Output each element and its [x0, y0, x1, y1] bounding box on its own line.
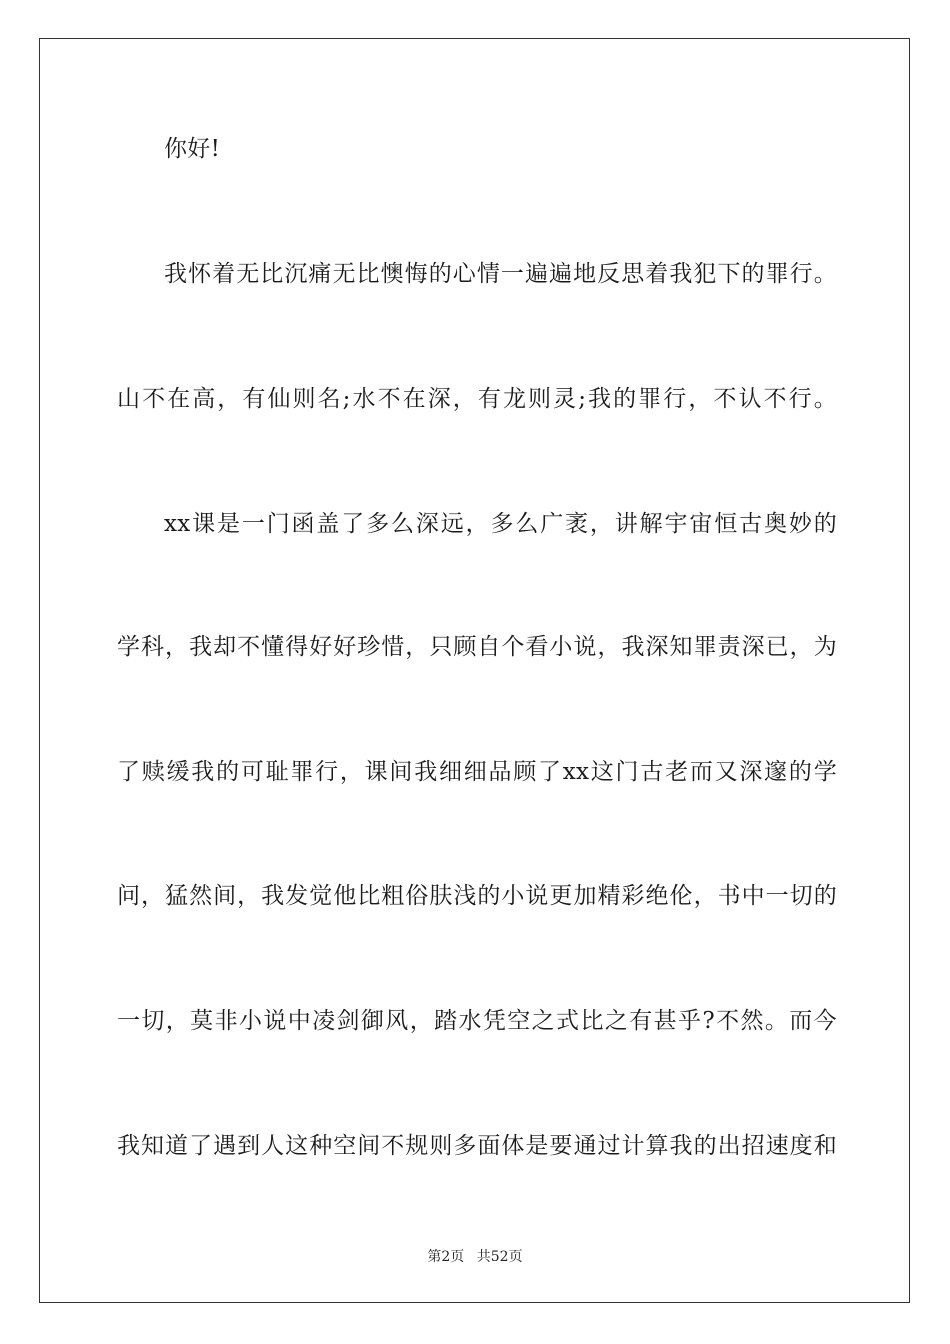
paragraph-line: 山不在高，有仙则名;水不在深，有龙则灵;我的罪行，不认不行。 [117, 386, 837, 412]
paragraph-line: 学科，我却不懂得好好珍惜，只顾自个看小说，我深知罪责深已，为 [117, 634, 837, 660]
paragraph-line: 一切，莫非小说中凌剑御风，踏水凭空之式比之有甚乎?不然。而今 [117, 1008, 837, 1034]
paragraph-line: 我怀着无比沉痛无比懊悔的心情一遍遍地反思着我犯下的罪行。 [164, 261, 837, 287]
page-footer [0, 1248, 950, 1266]
paragraph-line: 我知道了遇到人这种空间不规则多面体是要通过计算我的出招速度和 [117, 1133, 837, 1159]
page-frame [39, 38, 910, 1303]
paragraph-line: 问，猛然间，我发觉他比粗俗肤浅的小说更加精彩绝伦，书中一切的 [117, 883, 837, 909]
paragraph-line: xx课是一门函盖了多么深远，多么广袤，讲解宇宙恒古奥妙的 [164, 511, 837, 537]
page-total: 共52页 [476, 1249, 523, 1265]
page-number: 第2页 [427, 1249, 465, 1265]
paragraph-line: 了赎缓我的可耻罪行，课间我细细品顾了xx这门古老而又深邃的学 [117, 759, 837, 785]
greeting: 你好! [164, 136, 221, 162]
